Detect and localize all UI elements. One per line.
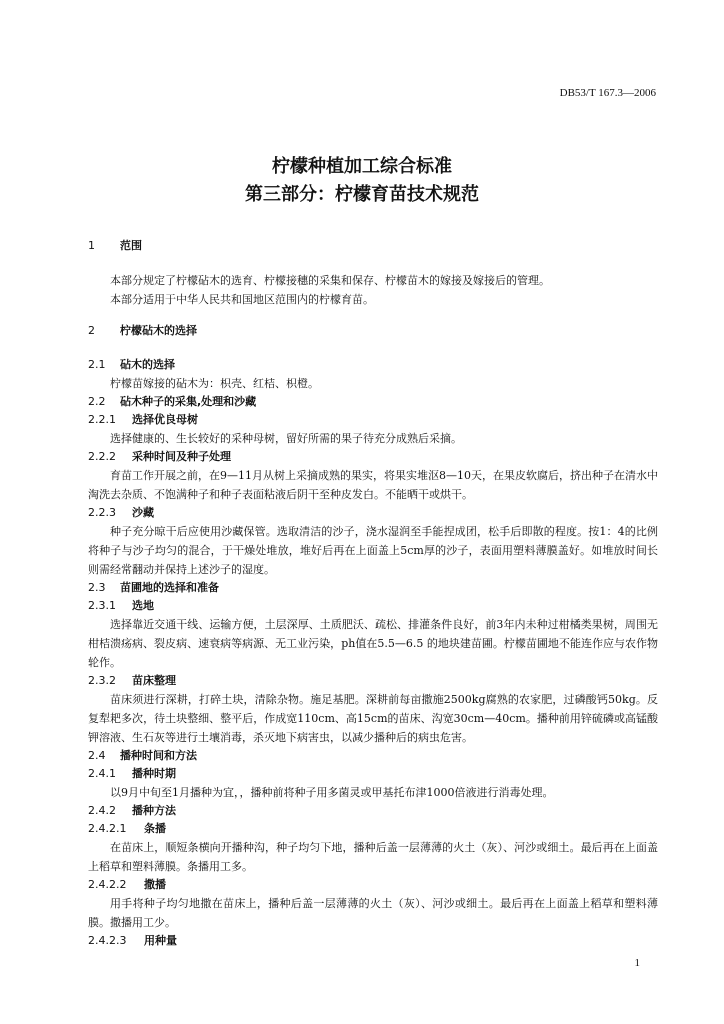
paragraph: 选择健康的、生长较好的采种母树，留好所需的果子待充分成熟后采摘。 bbox=[110, 432, 462, 445]
section-number: 2.3.2 bbox=[88, 674, 116, 687]
section-number: 2.4.1 bbox=[88, 767, 116, 780]
paragraph: 种子充分晾干后应使用沙藏保管。选取清洁的沙子，浇水湿润至手能捏成团，松手后即散的程度。按1：4的比例将种子与沙子均匀的混合，于干燥处堆放，堆好后再在上面盖上5cm厚的沙子，表面用塑料薄膜盖好。如堆放时间长则需经常翻动并保持上述沙子的湿度。 bbox=[88, 525, 658, 576]
section-number: 2.4.2.1 bbox=[88, 822, 127, 835]
paragraph: 在苗床上，顺短条横向开播种沟，种子均匀下地，播种后盖一层薄薄的火土（灰）、河沙或细土。最后再在上面盖上稻草和塑料薄膜。条播用工多。 bbox=[88, 841, 658, 873]
subsection-heading bbox=[88, 876, 658, 894]
paragraph: 用手将种子均匀地撒在苗床上，播种后盖一层薄薄的火土（灰）、河沙或细土。最后再在上面盖上稻草和塑料薄膜。撒播用工少。 bbox=[88, 897, 658, 929]
paragraph: 本部分规定了柠檬砧木的选育、柠檬接穗的采集和保存、柠檬苗木的嫁接及嫁接后的管理。 bbox=[110, 274, 550, 287]
paragraph: 育苗工作开展之前，在9—11月从树上采摘成熟的果实，将果实堆沤8—10天，在果皮软腐后，挤出种子在清水中淘洗去杂质、不饱满种子和种子表面粘液后阴干至种皮发白。不能晒干或烘干。 bbox=[88, 469, 658, 501]
section-title: 条播 bbox=[144, 822, 166, 835]
section-title: 采种时间及种子处理 bbox=[132, 450, 231, 463]
subsection-heading bbox=[88, 747, 658, 765]
subsection-heading bbox=[88, 356, 658, 374]
section-title: 撒播 bbox=[144, 878, 166, 891]
section-title: 播种时间和方法 bbox=[120, 749, 197, 762]
section-number: 2.2.3 bbox=[88, 506, 116, 519]
document-title: 柠檬种植加工综合标准 bbox=[272, 156, 452, 177]
subsection-heading bbox=[88, 597, 658, 615]
section-heading-2 bbox=[88, 323, 658, 339]
section-number: 2.4.2.3 bbox=[88, 934, 127, 947]
section-title: 苗床整理 bbox=[132, 674, 176, 687]
subsection-heading bbox=[88, 448, 658, 466]
subsection-heading bbox=[88, 802, 658, 820]
section-title: 沙藏 bbox=[132, 506, 154, 519]
section-title: 播种时期 bbox=[132, 767, 176, 780]
paragraph: 柠檬苗嫁接的砧木为：枳壳、红桔、枳橙。 bbox=[110, 377, 319, 390]
document-code: DB53/T 167.3—2006 bbox=[559, 87, 656, 99]
section-number: 2.3.1 bbox=[88, 599, 116, 612]
page-number: 1 bbox=[634, 957, 640, 969]
section-title: 选地 bbox=[132, 599, 154, 612]
section-number: 2.3 bbox=[88, 581, 106, 594]
section-number: 2.1 bbox=[88, 358, 106, 371]
section-title: 苗圃地的选择和准备 bbox=[120, 581, 219, 594]
paragraph: 苗床须进行深耕，打碎土块，清除杂物。施足基肥。深耕前每亩撒施2500kg腐熟的农家肥，过磷酸钙50kg。反复犁耙多次，待土块整细、整平后，作成宽110cm、高15cm的苗床、沟宽30cm—40cm。播种前用锌硫磷或高锰酸钾溶液、生石灰等进行土壤消毒，杀灭地下病害虫，以减少播种后的病虫危害。 bbox=[88, 693, 658, 744]
section-title: 播种方法 bbox=[132, 804, 176, 817]
paragraph: 本部分适用于中华人民共和国地区范围内的柠檬育苗。 bbox=[110, 293, 374, 306]
section-number: 2.4.2.2 bbox=[88, 878, 127, 891]
document-subtitle: 第三部分：柠檬育苗技术规范 bbox=[245, 184, 479, 205]
section-number: 2.2.2 bbox=[88, 450, 116, 463]
section-title: 选择优良母树 bbox=[132, 413, 198, 426]
subsection-heading bbox=[88, 411, 658, 429]
subsection-heading bbox=[88, 820, 658, 838]
section-number: 2 bbox=[88, 324, 95, 337]
section-title: 砧木种子的采集,处理和沙藏 bbox=[120, 395, 257, 408]
section-heading-1 bbox=[88, 238, 658, 254]
section-number: 2.2.1 bbox=[88, 413, 116, 426]
subsection-heading bbox=[88, 393, 658, 411]
paragraph: 选择靠近交通干线、运输方便，土层深厚、土质肥沃、疏松、排灌条件良好，前3年内未种过柑橘类果树，周围无柑桔溃疡病、裂皮病、速衰病等病源、无工业污染，ph值在5.5—6.5 的地块建苗圃。柠檬苗圃地不能连作应与农作物轮作。 bbox=[88, 618, 658, 669]
document-body bbox=[88, 238, 658, 950]
section-number: 1 bbox=[88, 239, 95, 252]
subsection-heading bbox=[88, 672, 658, 690]
subsection-heading bbox=[88, 504, 658, 522]
subsection-heading bbox=[88, 579, 658, 597]
section-title: 范围 bbox=[120, 239, 142, 252]
subsection-heading bbox=[88, 932, 658, 950]
subsection-heading bbox=[88, 765, 658, 783]
section-title: 砧木的选择 bbox=[120, 358, 175, 371]
paragraph: 以9月中旬至1月播种为宜，，播种前将种子用多菌灵或甲基托布津1000倍液进行消毒处理。 bbox=[110, 786, 554, 799]
section-number: 2.4 bbox=[88, 749, 106, 762]
section-title: 用种量 bbox=[144, 934, 177, 947]
section-number: 2.2 bbox=[88, 395, 106, 408]
section-number: 2.4.2 bbox=[88, 804, 116, 817]
section-title: 柠檬砧木的选择 bbox=[120, 324, 197, 337]
